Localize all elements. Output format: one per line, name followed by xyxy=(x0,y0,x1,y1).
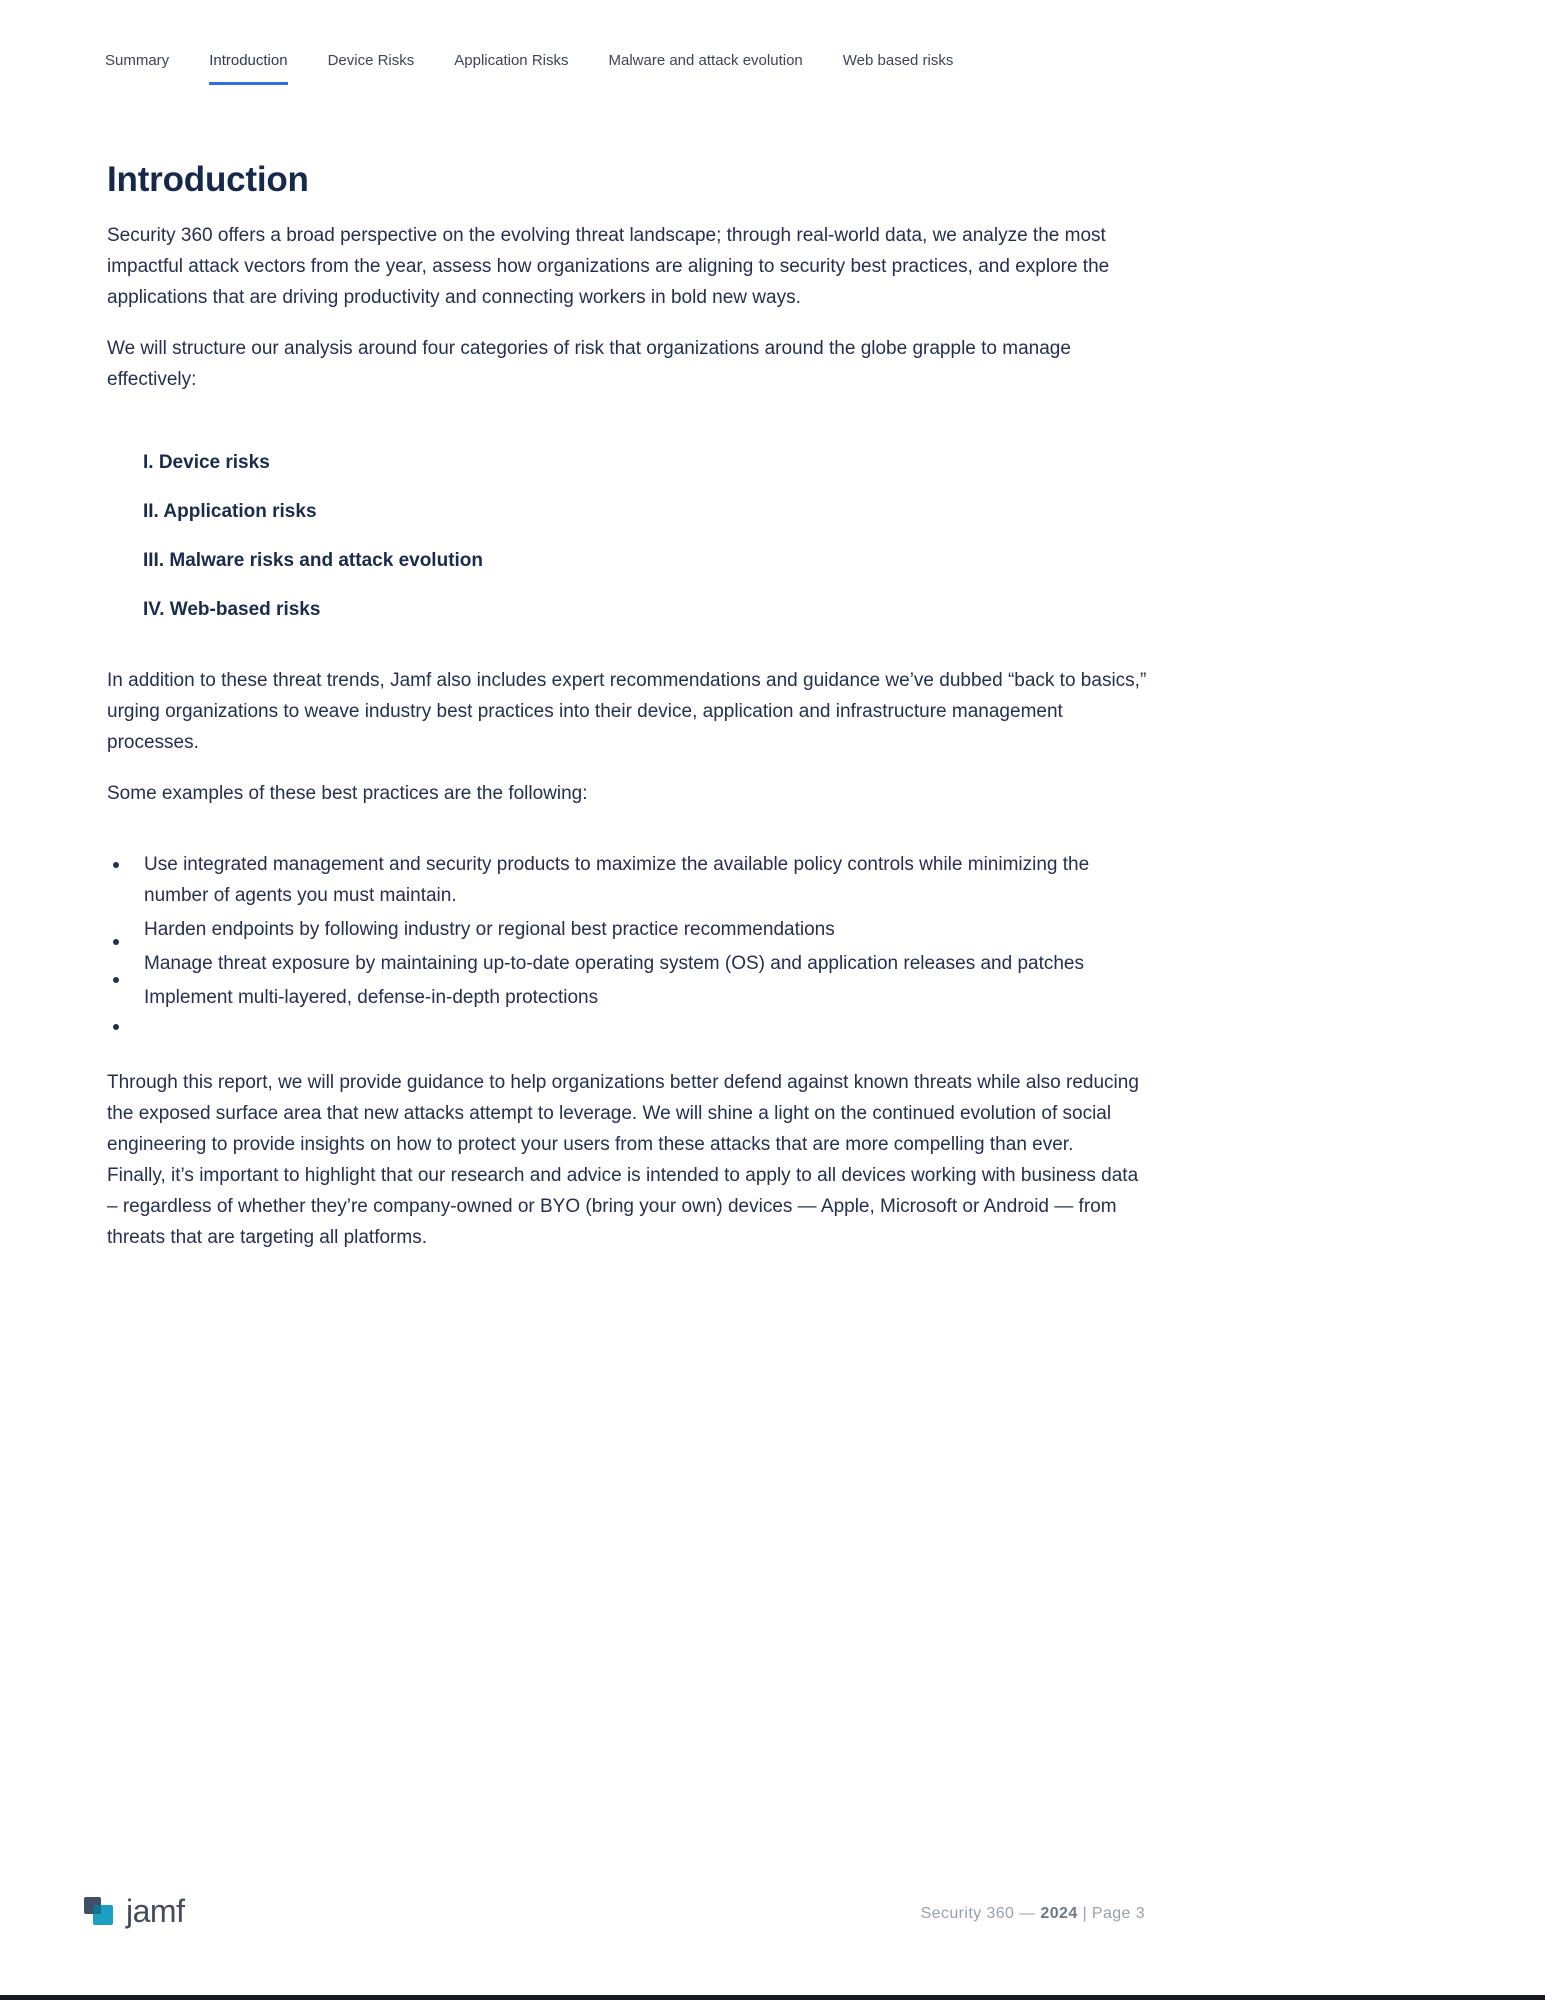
best-practices-list xyxy=(107,849,1147,1013)
risk-category-device: I. Device risks xyxy=(143,452,270,473)
top-navigation xyxy=(105,52,953,85)
page-bottom-edge xyxy=(0,1995,1545,2000)
footer-report-name: Security 360 — xyxy=(920,1905,1036,1922)
footer-year: 2024 xyxy=(1040,1905,1078,1922)
best-practice-item: Harden endpoints by following industry or regional best practice recommendations xyxy=(107,914,1147,945)
best-practice-item: Manage threat exposure by maintaining up-to-date operating system (OS) and application releases and patches xyxy=(107,948,1147,979)
best-practice-item: Use integrated management and security products to maximize the available policy controls while minimizing the number of agents you must maintain. xyxy=(107,849,1147,911)
jamf-logo xyxy=(80,1892,184,1930)
page-content xyxy=(107,160,1147,1273)
nav-tab-introduction[interactable]: Introduction xyxy=(209,52,287,85)
page-title: Introduction xyxy=(107,160,309,199)
footer-page-number: | Page 3 xyxy=(1082,1905,1145,1922)
footer-page-info xyxy=(921,1905,1145,1923)
best-practice-item: Implement multi-layered, defense-in-depth protections xyxy=(107,982,1147,1013)
paragraph-closing-guidance: Through this report, we will provide guidance to help organizations better defend against known threats while also reducing the exposed surface area that new attacks attempt to leverage. We will shine a light on the continued evolution of social engineering to provide insights on how to protect your users from these attacks that are more compelling than ever. xyxy=(107,1072,1139,1155)
risk-category-application: II. Application risks xyxy=(143,501,317,522)
nav-tab-web-based-risks[interactable]: Web based risks xyxy=(842,52,954,69)
risk-category-list xyxy=(143,450,1147,623)
nav-tab-application-risks[interactable]: Application Risks xyxy=(454,52,569,69)
jamf-logo-icon xyxy=(80,1892,118,1930)
nav-tab-malware-attack-evolution[interactable]: Malware and attack evolution xyxy=(608,52,803,69)
paragraph-examples-intro: Some examples of these best practices are the following: xyxy=(107,783,588,804)
nav-tab-summary[interactable]: Summary xyxy=(105,52,170,69)
paragraph-recommendations: In addition to these threat trends, Jamf also includes expert recommendations and guidance we’ve dubbed “back to basics,” urging organizations to weave industry best practices into their device, application and infrastructure management processes. xyxy=(107,670,1147,753)
paragraph-structure: We will structure our analysis around four categories of risk that organizations around the globe grapple to manage effectively: xyxy=(107,338,1071,390)
paragraph-closing-platforms: Finally, it’s important to highlight that our research and advice is intended to apply to all devices working with business data – regardless of whether they’re company-owned or BYO (bring your own) devices — Apple, Microsoft or Android — from threats that are targeting all platforms. xyxy=(107,1165,1139,1248)
paragraph-overview: Security 360 offers a broad perspective on the evolving threat landscape; through real-world data, we analyze the most impactful attack vectors from the year, assess how organizations are aligning to security best practices, and explore the applications that are driving productivity and connecting workers in bold new ways. xyxy=(107,225,1110,308)
jamf-logo-text: jamf xyxy=(126,1892,185,1929)
risk-category-malware: III. Malware risks and attack evolution xyxy=(143,550,484,571)
risk-category-web: IV. Web-based risks xyxy=(143,599,321,620)
nav-tab-device-risks[interactable]: Device Risks xyxy=(327,52,415,69)
